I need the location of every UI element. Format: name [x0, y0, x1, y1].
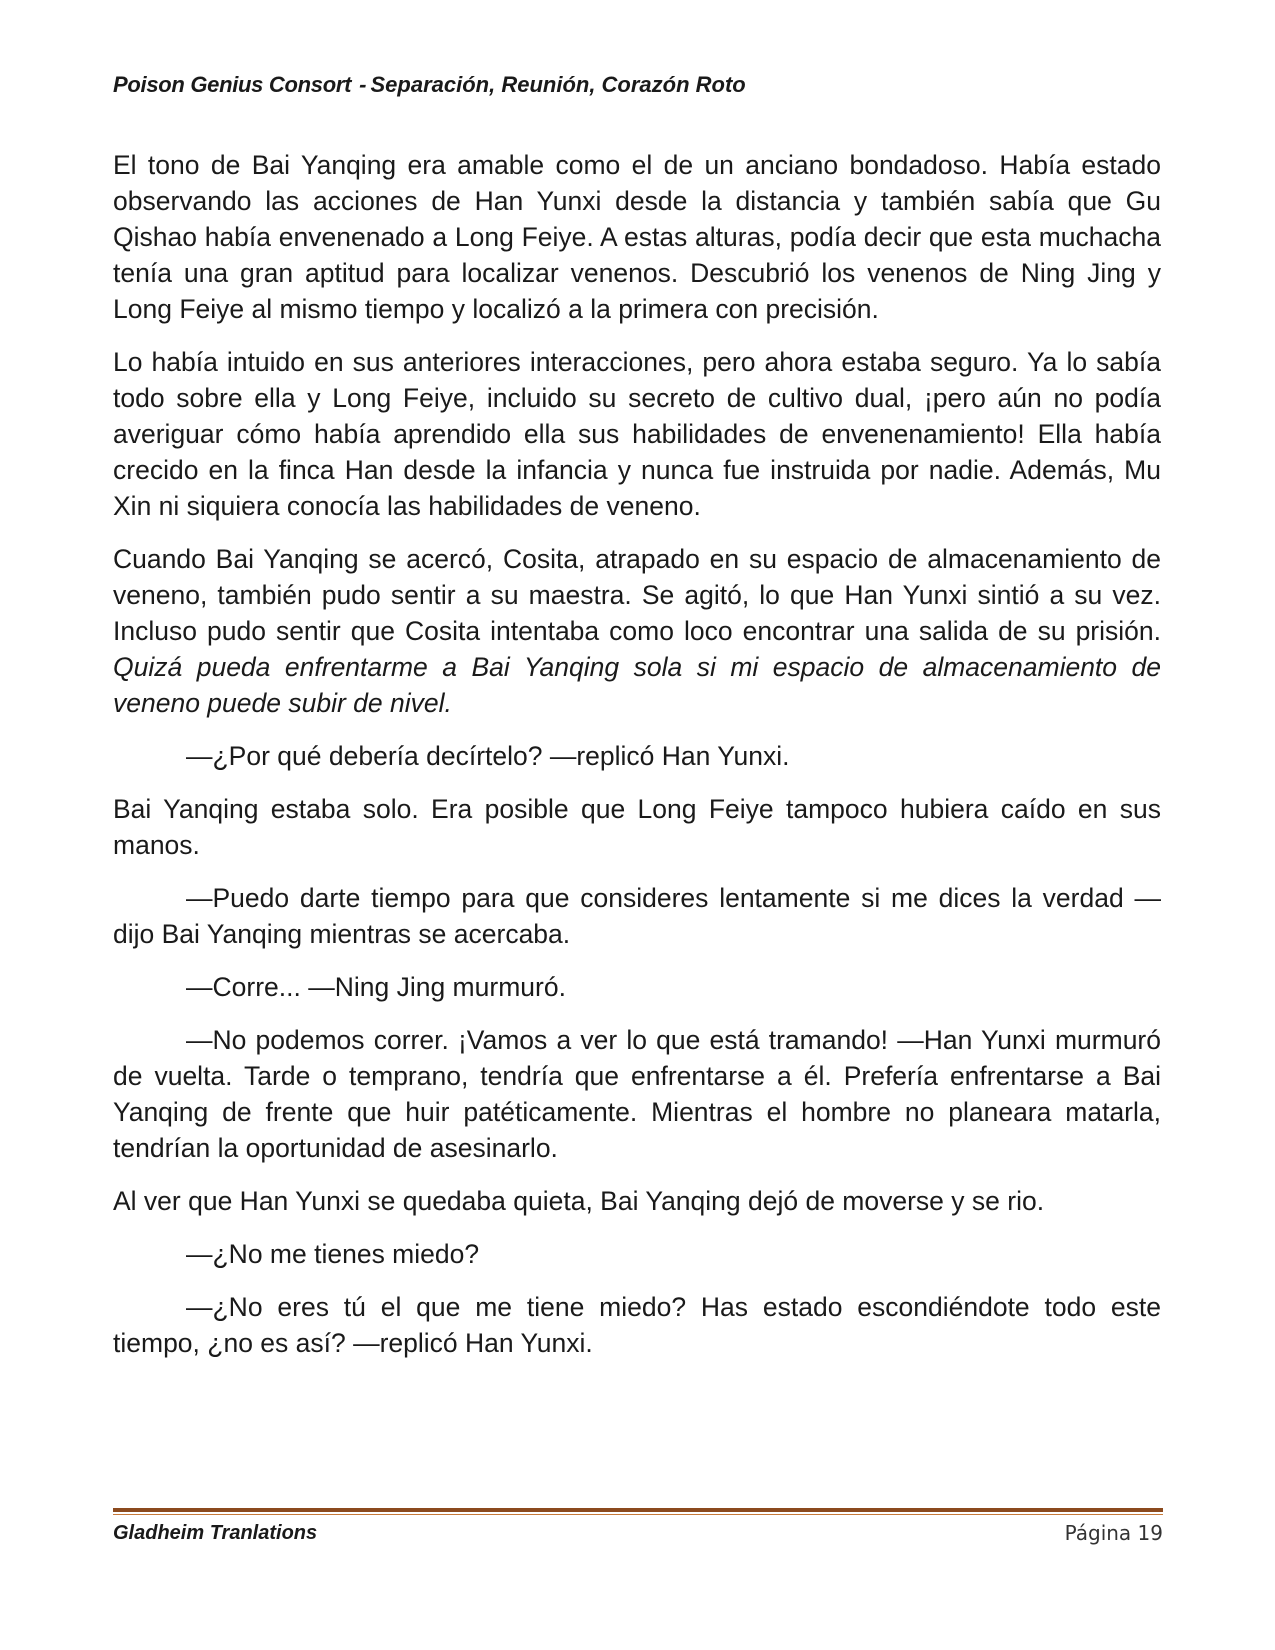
- paragraph: Bai Yanqing estaba solo. Era posible que Long Feiye tampoco hubiera caído en sus manos.: [113, 794, 1161, 860]
- dialogue-paragraph: —¿No eres tú el que me tiene miedo? Has estado escondiéndote todo este tiempo, ¿no es así? —replicó Han Yunxi.: [113, 1292, 1161, 1358]
- paragraph-text: Cuando Bai Yanqing se acercó, Cosita, atrapado en su espacio de almacenamiento de veneno, también pudo sentir a su maestra. Se agitó, lo que Han Yunxi sintió a su vez. Incluso pudo sentir que Cosita intentaba como loco encontrar una salida de su prisión.: [113, 544, 1161, 646]
- dialogue-paragraph: —¿Por qué debería decírtelo? —replicó Han Yunxi.: [186, 741, 790, 771]
- header-separator: -: [359, 72, 367, 97]
- page-header: [113, 72, 1163, 98]
- footer-rule-thin: [113, 1514, 1163, 1515]
- footer-credit: Gladheim Tranlations: [113, 1522, 318, 1544]
- dialogue-paragraph: —Puedo darte tiempo para que consideres lentamente si me dices la verdad —dijo Bai Yanqing mientras se acercaba.: [113, 883, 1161, 949]
- footer-rule: [113, 1508, 1163, 1512]
- book-title: Poison Genius Consort: [113, 72, 352, 97]
- italic-thought: Quizá pueda enfrentarme a Bai Yanqing sola si mi espacio de almacenamiento de veneno puede subir de nivel.: [113, 652, 1161, 718]
- paragraph: [113, 541, 1161, 721]
- body-text: [113, 147, 1161, 1378]
- dialogue-paragraph: —Corre... —Ning Jing murmuró.: [186, 972, 566, 1002]
- paragraph: Lo había intuido en sus anteriores interacciones, pero ahora estaba seguro. Ya lo sabía todo sobre ella y Long Feiye, incluido su secreto de cultivo dual, ¡pero aún no podía averiguar cómo había aprendido ella sus habilidades de envenenamiento! Ella había crecido en la finca Han desde la infancia y nunca fue instruida por nadie. Además, Mu Xin ni siquiera conocía las habilidades de veneno.: [113, 347, 1161, 521]
- chapter-title: Separación, Reunión, Corazón Roto: [370, 72, 746, 97]
- dialogue-paragraph: —No podemos correr. ¡Vamos a ver lo que está tramando! —Han Yunxi murmuró de vuelta. Tarde o temprano, tendría que enfrentarse a él. Prefería enfrentarse a Bai Yanqing de frente que huir patéticamente. Mientras el hombre no planeara matarla, tendrían la oportunidad de asesinarlo.: [113, 1025, 1161, 1163]
- paragraph: El tono de Bai Yanqing era amable como el de un anciano bondadoso. Había estado observando las acciones de Han Yunxi desde la distancia y también sabía que Gu Qishao había envenenado a Long Feiye. A estas alturas, podía decir que esta muchacha tenía una gran aptitud para localizar venenos. Descubrió los venenos de Ning Jing y Long Feiye al mismo tiempo y localizó a la primera con precisión.: [113, 150, 1161, 324]
- paragraph: Al ver que Han Yunxi se quedaba quieta, Bai Yanqing dejó de moverse y se rio.: [113, 1186, 1045, 1216]
- page-number: Página 19: [1064, 1521, 1163, 1545]
- dialogue-paragraph: —¿No me tienes miedo?: [186, 1239, 480, 1269]
